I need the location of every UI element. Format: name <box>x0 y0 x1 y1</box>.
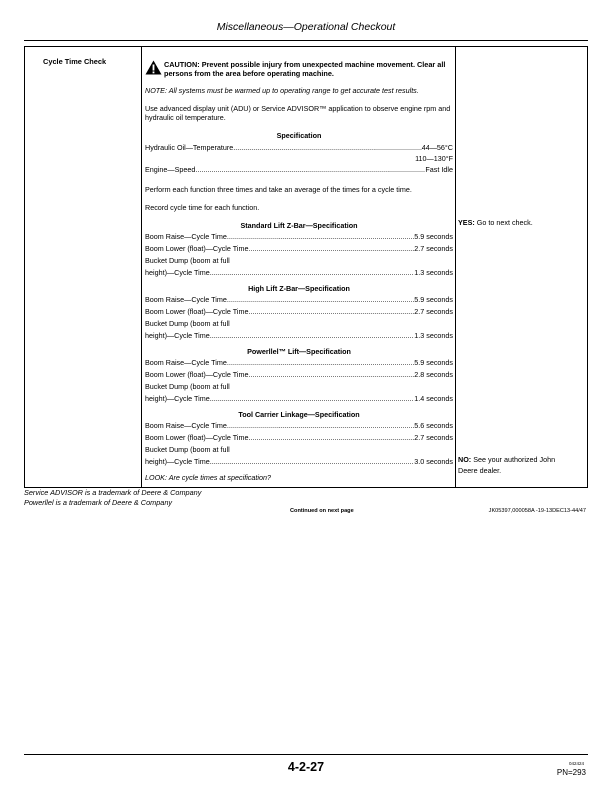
boom-lower-value: 2.8 seconds <box>414 370 453 379</box>
bucket-dump-value: 1.4 seconds <box>414 394 453 403</box>
group-heading: Standard Lift Z-Bar—Specification <box>240 221 358 230</box>
boom-raise-label: Boom Raise—Cycle Time <box>145 232 227 241</box>
bucket-dump-label: height)—Cycle Time <box>145 457 210 466</box>
spec-groups <box>145 221 453 468</box>
boom-raise-value: 5.6 seconds <box>414 421 453 430</box>
leader-dots <box>210 330 415 342</box>
bucket-dump-row <box>145 267 453 279</box>
no-label: NO: <box>458 455 472 464</box>
leader-dots <box>227 231 414 243</box>
boom-lower-label: Boom Lower (float)—Cycle Time <box>145 433 249 442</box>
pn-number: PN=293 <box>556 768 586 777</box>
trademark-line-2: Powerllel is a trademark of Deere & Company <box>24 498 173 507</box>
look-text: LOOK: Are cycle times at specification? <box>145 473 271 482</box>
instruction-2: Record cycle time for each function. <box>145 203 260 212</box>
warning-triangle-icon <box>145 60 162 75</box>
trademark-line-1: Service ADVISOR is a trademark of Deere & Company <box>24 488 202 497</box>
bucket-dump-line: Bucket Dump (boom at full <box>145 256 230 265</box>
leader-dots <box>227 294 414 306</box>
leader-dots <box>248 243 414 255</box>
boom-lower-value: 2.7 seconds <box>414 433 453 442</box>
no-result <box>458 454 568 476</box>
page-header-title: Miscellaneous—Operational Checkout <box>216 21 396 33</box>
boom-lower-label: Boom Lower (float)—Cycle Time <box>145 307 249 316</box>
leader-dots <box>210 393 415 405</box>
boom-lower-label: Boom Lower (float)—Cycle Time <box>145 244 249 253</box>
bucket-dump-line: Bucket Dump (boom at full <box>145 382 230 391</box>
boom-lower-value: 2.7 seconds <box>414 244 453 253</box>
boom-lower-row <box>145 243 453 255</box>
boom-raise-label: Boom Raise—Cycle Time <box>145 358 227 367</box>
boom-raise-value: 5.9 seconds <box>414 232 453 241</box>
spec-group <box>145 221 453 279</box>
leader-dots <box>233 142 421 154</box>
spec-heading: Specification <box>276 131 322 140</box>
small-code: 042424 <box>568 761 584 766</box>
spec-hyd-row <box>145 142 453 154</box>
page-number: 4-2-27 <box>287 760 325 774</box>
bucket-dump-line: Bucket Dump (boom at full <box>145 319 230 328</box>
bucket-dump-value: 3.0 seconds <box>414 457 453 466</box>
spec-group <box>145 347 453 405</box>
column-divider-left <box>141 46 142 488</box>
bucket-dump-label: height)—Cycle Time <box>145 394 210 403</box>
continued-note: Continued on next page <box>290 508 354 514</box>
group-heading: Powerllel™ Lift—Specification <box>247 347 351 356</box>
boom-lower-value: 2.7 seconds <box>414 307 453 316</box>
section-label: Cycle Time Check <box>43 57 107 66</box>
leader-dots <box>195 164 425 176</box>
bucket-dump-label: height)—Cycle Time <box>145 268 210 277</box>
boom-raise-value: 5.9 seconds <box>414 295 453 304</box>
group-heading: Tool Carrier Linkage—Specification <box>238 410 360 419</box>
leader-dots <box>210 456 415 468</box>
spec-engine-value: Fast Idle <box>425 165 453 174</box>
boom-raise-row <box>145 294 453 306</box>
boom-raise-label: Boom Raise—Cycle Time <box>145 295 227 304</box>
bucket-dump-line: Bucket Dump (boom at full <box>145 445 230 454</box>
yes-label: YES: <box>458 218 475 227</box>
leader-dots <box>248 306 414 318</box>
boom-raise-row <box>145 357 453 369</box>
group-heading: High Lift Z-Bar—Specification <box>248 284 350 293</box>
bucket-dump-value: 1.3 seconds <box>414 331 453 340</box>
header-rule <box>24 40 588 41</box>
bucket-dump-label: height)—Cycle Time <box>145 331 210 340</box>
spec-hyd-value-c: 44—56°C <box>421 143 453 152</box>
boom-raise-label: Boom Raise—Cycle Time <box>145 421 227 430</box>
bucket-dump-row <box>145 330 453 342</box>
yes-text: Go to next check. <box>476 218 533 227</box>
bucket-dump-row <box>145 393 453 405</box>
spec-engine-label: Engine—Speed <box>145 165 196 174</box>
boom-lower-row <box>145 369 453 381</box>
caution-block <box>145 60 453 78</box>
yes-result <box>458 218 533 227</box>
boom-raise-value: 5.9 seconds <box>414 358 453 367</box>
boom-lower-row <box>145 432 453 444</box>
boom-lower-label: Boom Lower (float)—Cycle Time <box>145 370 249 379</box>
procedure-column <box>145 60 453 482</box>
leader-dots <box>248 432 414 444</box>
boom-lower-row <box>145 306 453 318</box>
note-text: NOTE: All systems must be warmed up to operating range to get accurate test results. <box>145 86 419 95</box>
bucket-dump-value: 1.3 seconds <box>414 268 453 277</box>
spec-group <box>145 410 453 468</box>
no-text: See your authorized John Deere dealer. <box>458 455 556 475</box>
leader-dots <box>210 267 415 279</box>
document-id: JK05397,000058A -19-13DEC13-44/47 <box>488 508 586 514</box>
column-divider-right <box>455 46 456 488</box>
boom-raise-row <box>145 420 453 432</box>
leader-dots <box>227 420 414 432</box>
spec-engine-row <box>145 164 453 176</box>
footer-rule <box>24 754 588 755</box>
spec-group <box>145 284 453 342</box>
caution-text: CAUTION: Prevent possible injury from unexpected machine movement. Clear all persons from the area before operating machine. <box>164 60 446 78</box>
trademark-notes <box>24 488 201 508</box>
spec-hyd-label: Hydraulic Oil—Temperature <box>145 143 234 152</box>
leader-dots <box>248 369 414 381</box>
spec-hyd-value-f: 110—130°F <box>415 154 453 163</box>
bucket-dump-row <box>145 456 453 468</box>
leader-dots <box>227 357 414 369</box>
boom-raise-row <box>145 231 453 243</box>
intro-text: Use advanced display unit (ADU) or Service ADVISOR™ application to observe engine rpm and hydraulic oil temperature. <box>145 104 451 122</box>
instruction-1: Perform each function three times and take an average of the times for a cycle time. <box>145 185 412 194</box>
